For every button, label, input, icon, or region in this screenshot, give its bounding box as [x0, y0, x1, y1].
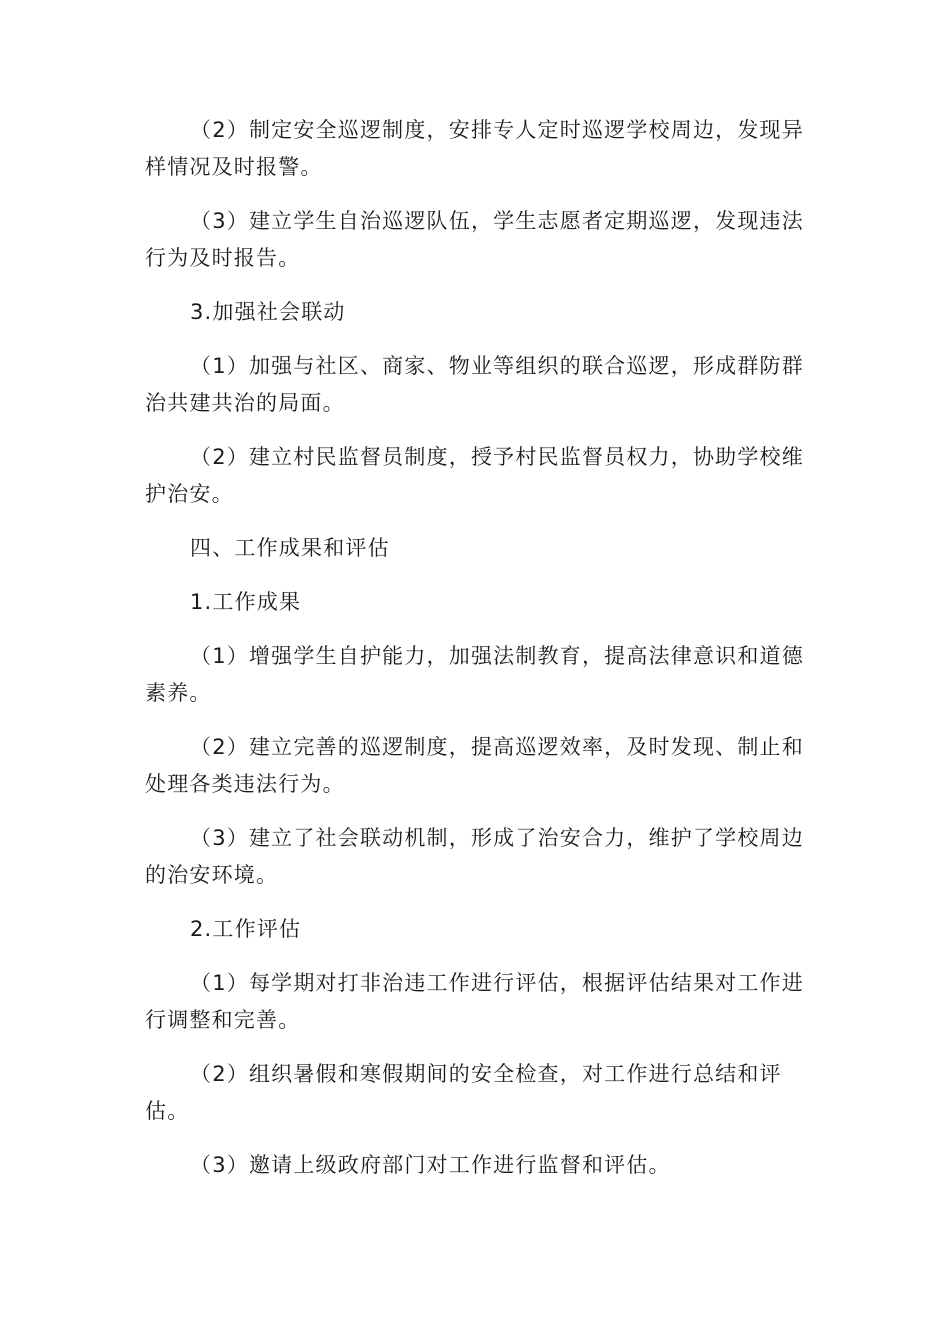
paragraph-evaluation-3: （3）邀请上级政府部门对工作进行监督和评估。 [190, 1153, 671, 1177]
paragraph-joint-patrol: （1）加强与社区、商家、物业等组织的联合巡逻，形成群防群治共建共治的局面。 [145, 354, 804, 415]
document-body [145, 112, 809, 1184]
paragraph-result-1: （1）增强学生自护能力，加强法制教育，提高法律意识和道德素养。 [145, 644, 804, 705]
paragraph-result-3: （3）建立了社会联动机制，形成了治安合力，维护了学校周边的治安环境。 [145, 826, 804, 887]
paragraph-student-patrol: （3）建立学生自治巡逻队伍，学生志愿者定期巡逻，发现违法行为及时报告。 [145, 209, 804, 270]
paragraph-patrol-system: （2）制定安全巡逻制度，安排专人定时巡逻学校周边，发现异样情况及时报警。 [145, 118, 804, 179]
heading-social-linkage: 3.加强社会联动 [190, 300, 346, 324]
paragraph-result-2: （2）建立完善的巡逻制度，提高巡逻效率，及时发现、制止和处理各类违法行为。 [145, 735, 804, 796]
paragraph-evaluation-1: （1）每学期对打非治违工作进行评估，根据评估结果对工作进行调整和完善。 [145, 971, 804, 1032]
paragraph-villager-supervisor: （2）建立村民监督员制度，授予村民监督员权力，协助学校维护治安。 [145, 445, 804, 506]
paragraph-evaluation-2: （2）组织暑假和寒假期间的安全检查，对工作进行总结和评估。 [145, 1062, 782, 1123]
heading-work-evaluation: 2.工作评估 [190, 917, 302, 941]
heading-work-results: 1.工作成果 [190, 590, 302, 614]
heading-results-evaluation: 四、工作成果和评估 [190, 536, 390, 560]
